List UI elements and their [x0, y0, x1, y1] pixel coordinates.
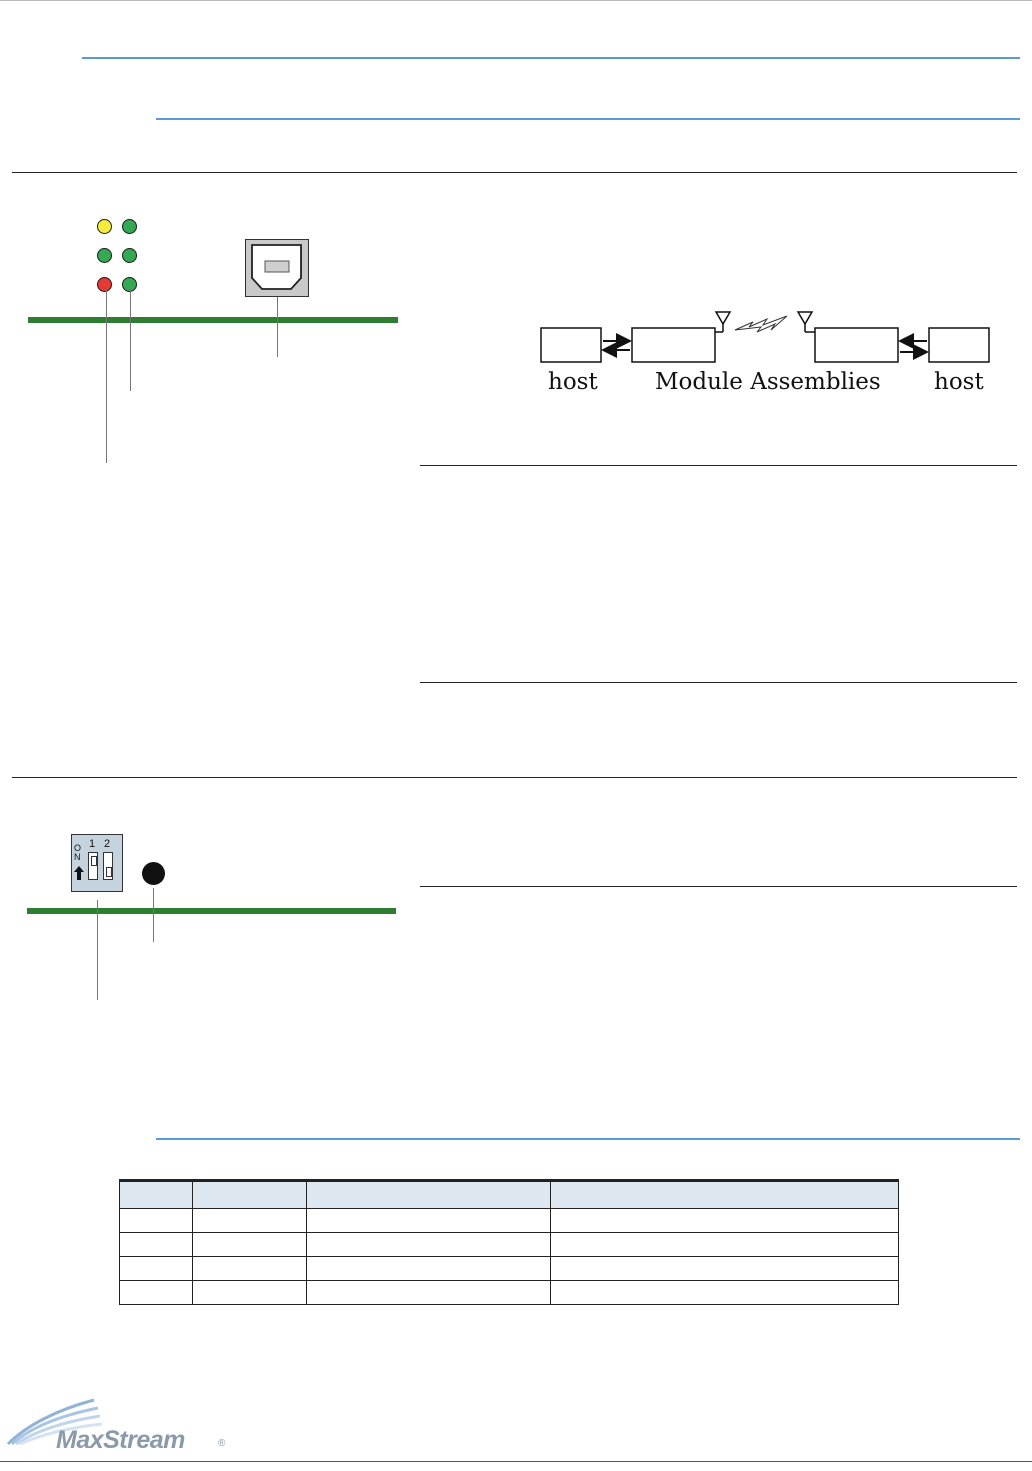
data-table — [119, 1179, 899, 1305]
table-row — [120, 1281, 899, 1305]
table-cell — [307, 1281, 551, 1305]
table-cell — [193, 1281, 307, 1305]
rule — [420, 886, 1017, 887]
rule — [420, 682, 1017, 683]
section-separator-2 — [12, 777, 1017, 778]
logo-wordmark: MaxStream — [56, 1426, 185, 1454]
table-cell — [120, 1281, 193, 1305]
logo-trademark: ® — [218, 1438, 226, 1449]
table-cell — [120, 1209, 193, 1233]
table-header-cell — [120, 1181, 193, 1209]
table-cell — [307, 1257, 551, 1281]
callout-line — [130, 289, 131, 391]
table-cell — [551, 1233, 899, 1257]
dip-switch-toggle-2[interactable] — [103, 852, 113, 880]
section-heading-rule — [156, 118, 1020, 120]
pcb-edge — [27, 908, 396, 914]
table-cell — [307, 1209, 551, 1233]
table-row — [120, 1209, 899, 1233]
table-row — [120, 1233, 899, 1257]
callout-line — [97, 900, 98, 1000]
table-cell — [120, 1233, 193, 1257]
dip-switch — [71, 834, 123, 892]
maxstream-logo — [6, 1396, 236, 1456]
table-cell — [193, 1257, 307, 1281]
callout-line — [153, 888, 154, 942]
table-cell — [551, 1209, 899, 1233]
dip-switch-number-2: 2 — [104, 838, 111, 850]
callout-line — [106, 289, 107, 463]
rf-link-diagram-graphic — [535, 300, 995, 370]
led-yellow — [97, 219, 112, 234]
module-assemblies-label: Module Assemblies — [655, 369, 881, 395]
rule — [420, 465, 1017, 466]
section-separator-1 — [12, 172, 1017, 173]
usb-port-icon — [245, 239, 309, 297]
table-cell — [551, 1281, 899, 1305]
pcb-edge — [28, 317, 398, 323]
table-cell — [307, 1233, 551, 1257]
dip-switch-on-label: ON — [74, 843, 82, 862]
table-cell — [120, 1257, 193, 1281]
page-bottom-border — [0, 1461, 1032, 1462]
host-right-label: host — [934, 369, 984, 395]
led-green — [97, 248, 112, 263]
section-heading-rule — [156, 1138, 1020, 1140]
host-left-label: host — [548, 369, 598, 395]
chapter-heading-rule — [82, 57, 1020, 59]
table-cell — [193, 1233, 307, 1257]
table-cell — [193, 1209, 307, 1233]
dip-switch-toggle-1[interactable] — [88, 852, 98, 880]
reset-button[interactable] — [142, 862, 165, 885]
table-header-row — [120, 1181, 899, 1209]
led-red — [97, 277, 112, 292]
table-header-cell — [307, 1181, 551, 1209]
table-row — [120, 1257, 899, 1281]
led-green — [122, 219, 137, 234]
arrow-up-icon — [74, 866, 84, 880]
table-header-cell — [551, 1181, 899, 1209]
dip-switch-number-1: 1 — [89, 838, 96, 850]
table-cell — [551, 1257, 899, 1281]
page-top-border — [0, 0, 1032, 1]
table-header-cell — [193, 1181, 307, 1209]
callout-line — [277, 297, 278, 357]
led-green — [122, 248, 137, 263]
